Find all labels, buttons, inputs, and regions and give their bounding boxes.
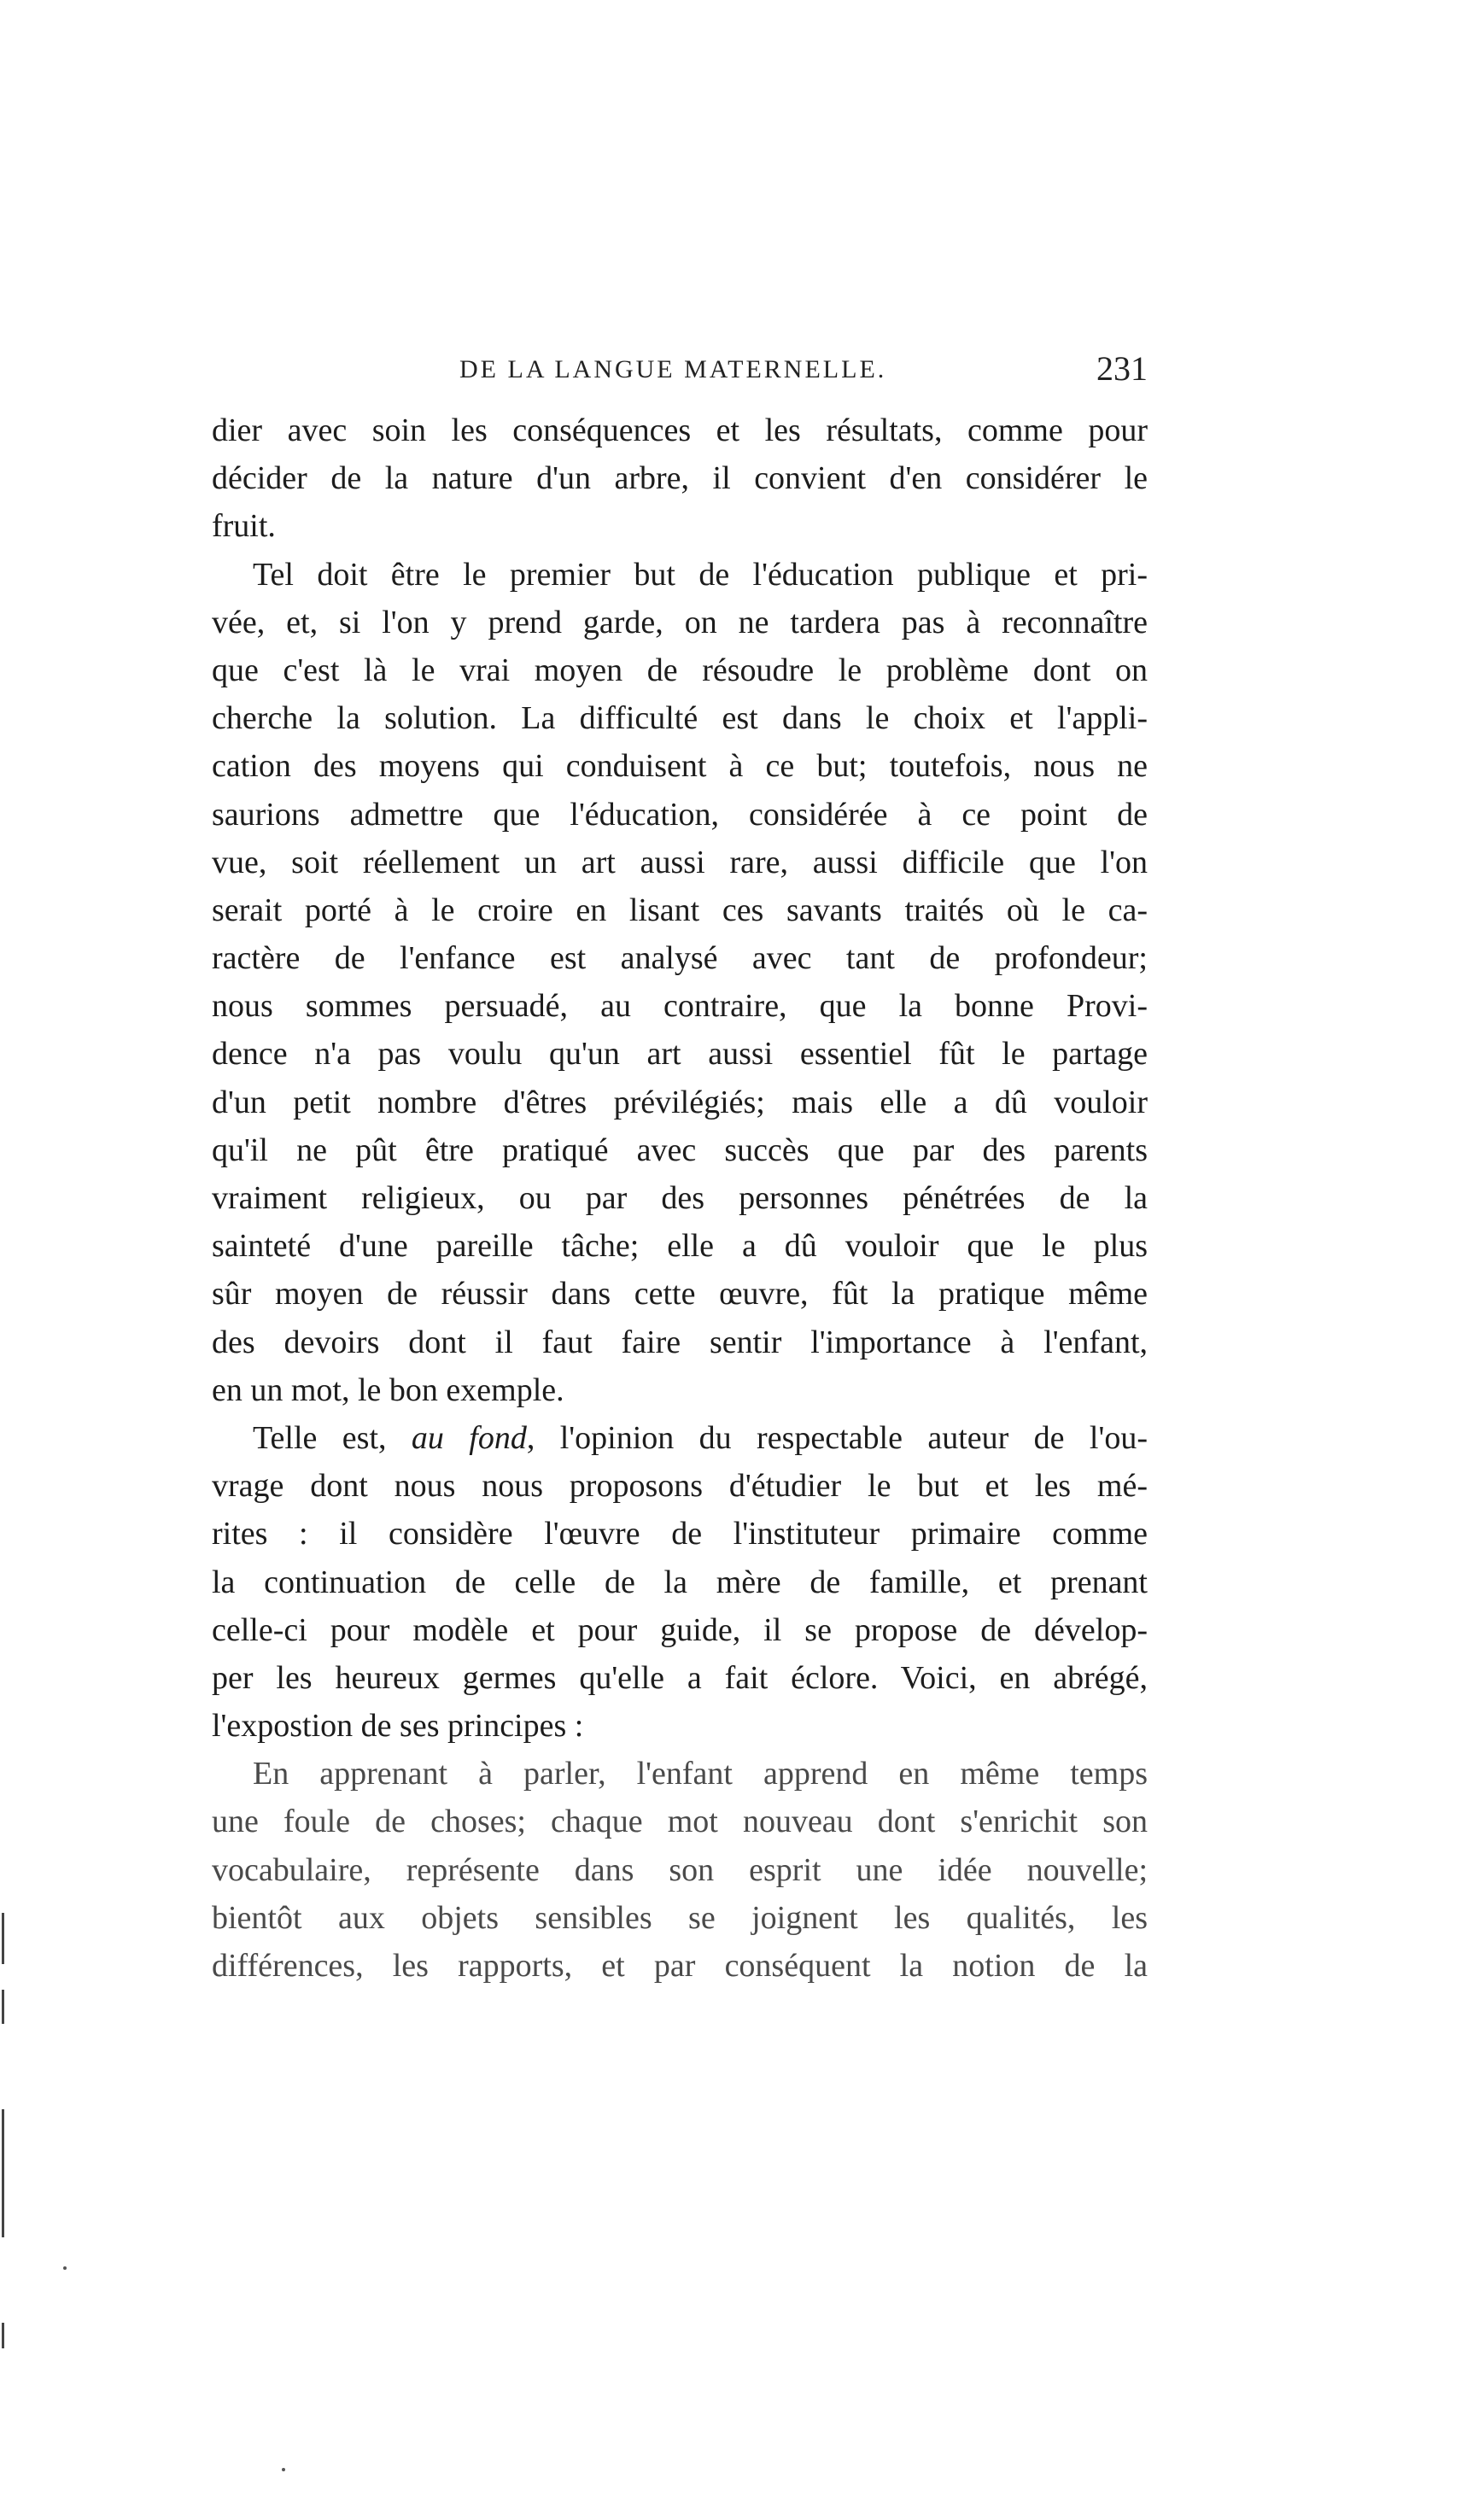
scan-margin-mark: [2, 2323, 4, 2348]
text-line: vée, et, si l'on y prend garde, on ne tardera pas à reconnaître: [212, 604, 1148, 640]
scan-margin-mark: [2, 1913, 4, 1964]
text-line: des devoirs dont il faut faire sentir l'importance à l'enfant,: [212, 1324, 1148, 1360]
text-line: décider de la nature d'un arbre, il convient d'en considérer le: [212, 460, 1148, 497]
text-line: que c'est là le vrai moyen de résoudre le problème dont on: [212, 652, 1148, 688]
paragraph-start: [212, 1414, 1148, 1462]
text-line: ractère de l'enfance est analysé avec tant de profondeur;: [212, 940, 1148, 977]
text-segment: Telle est,: [253, 1419, 412, 1456]
running-head: [212, 348, 1148, 400]
text-line: celle-ci pour modèle et pour guide, il se propose de dévelop-: [212, 1611, 1148, 1648]
text-line: fruit.: [212, 508, 276, 545]
paragraph-start: En apprenant à parler, l'enfant apprend en même temps: [253, 1756, 1148, 1792]
text-line: différences, les rapports, et par conséquent la notion de la: [212, 1948, 1148, 1984]
text-line: bientôt aux objets sensibles se joignent les qualités, les: [212, 1899, 1148, 1936]
text-line: dence n'a pas voulu qu'un art aussi essentiel fût le partage: [212, 1036, 1148, 1073]
text-line: d'un petit nombre d'êtres prévilégiés; mais elle a dû vouloir: [212, 1084, 1148, 1120]
text-line: cherche la solution. La difficulté est dans le choix et l'appli-: [212, 700, 1148, 737]
running-title: DE LA LANGUE MATERNELLE.: [459, 355, 887, 383]
text-segment: , l'opinion du respectable auteur de l'ou-: [526, 1419, 1148, 1456]
text-line: cation des moyens qui conduisent à ce but; toutefois, nous ne: [212, 748, 1148, 785]
scan-speck: [63, 2266, 67, 2270]
scan-margin-mark: [2, 2109, 4, 2237]
body-text: [212, 406, 1148, 1990]
text-line: vue, soit réellement un art aussi rare, aussi difficile que l'on: [212, 844, 1148, 880]
text-line: per les heureux germes qu'elle a fait éclore. Voici, en abrégé,: [212, 1659, 1148, 1696]
text-line: serait porté à le croire en lisant ces savants traités où le ca-: [212, 892, 1148, 928]
text-line: sûr moyen de réussir dans cette œuvre, fût la pratique même: [212, 1276, 1148, 1313]
text-line: vraiment religieux, ou par des personnes pénétrées de la: [212, 1180, 1148, 1216]
text-line: rites : il considère l'œuvre de l'instituteur primaire comme: [212, 1516, 1148, 1552]
text-line: vrage dont nous nous proposons d'étudier le but et les mé-: [212, 1468, 1148, 1505]
text-line: une foule de choses; chaque mot nouveau dont s'enrichit son: [212, 1804, 1148, 1840]
text-line: nous sommes persuadé, au contraire, que la bonne Provi-: [212, 988, 1148, 1025]
text-line: sainteté d'une pareille tâche; elle a dû vouloir que le plus: [212, 1228, 1148, 1265]
text-line: qu'il ne pût être pratiqué avec succès que par des parents: [212, 1131, 1148, 1168]
text-line: saurions admettre que l'éducation, considérée à ce point de: [212, 796, 1148, 833]
scan-speck: [282, 2468, 285, 2471]
italic-phrase: au fond: [411, 1419, 527, 1456]
text-line: vocabulaire, représente dans son esprit une idée nouvelle;: [212, 1851, 1148, 1888]
page-number: 231: [1096, 349, 1148, 388]
paragraph-start: Tel doit être le premier but de l'éducation publique et pri-: [253, 556, 1148, 593]
text-line: dier avec soin les conséquences et les résultats, comme pour: [212, 412, 1148, 448]
text-line: l'expostion de ses principes :: [212, 1708, 584, 1745]
text-line: la continuation de celle de la mère de famille, et prenant: [212, 1564, 1148, 1600]
text-line: en un mot, le bon exemple.: [212, 1371, 564, 1408]
scan-margin-mark: [2, 1990, 4, 2024]
